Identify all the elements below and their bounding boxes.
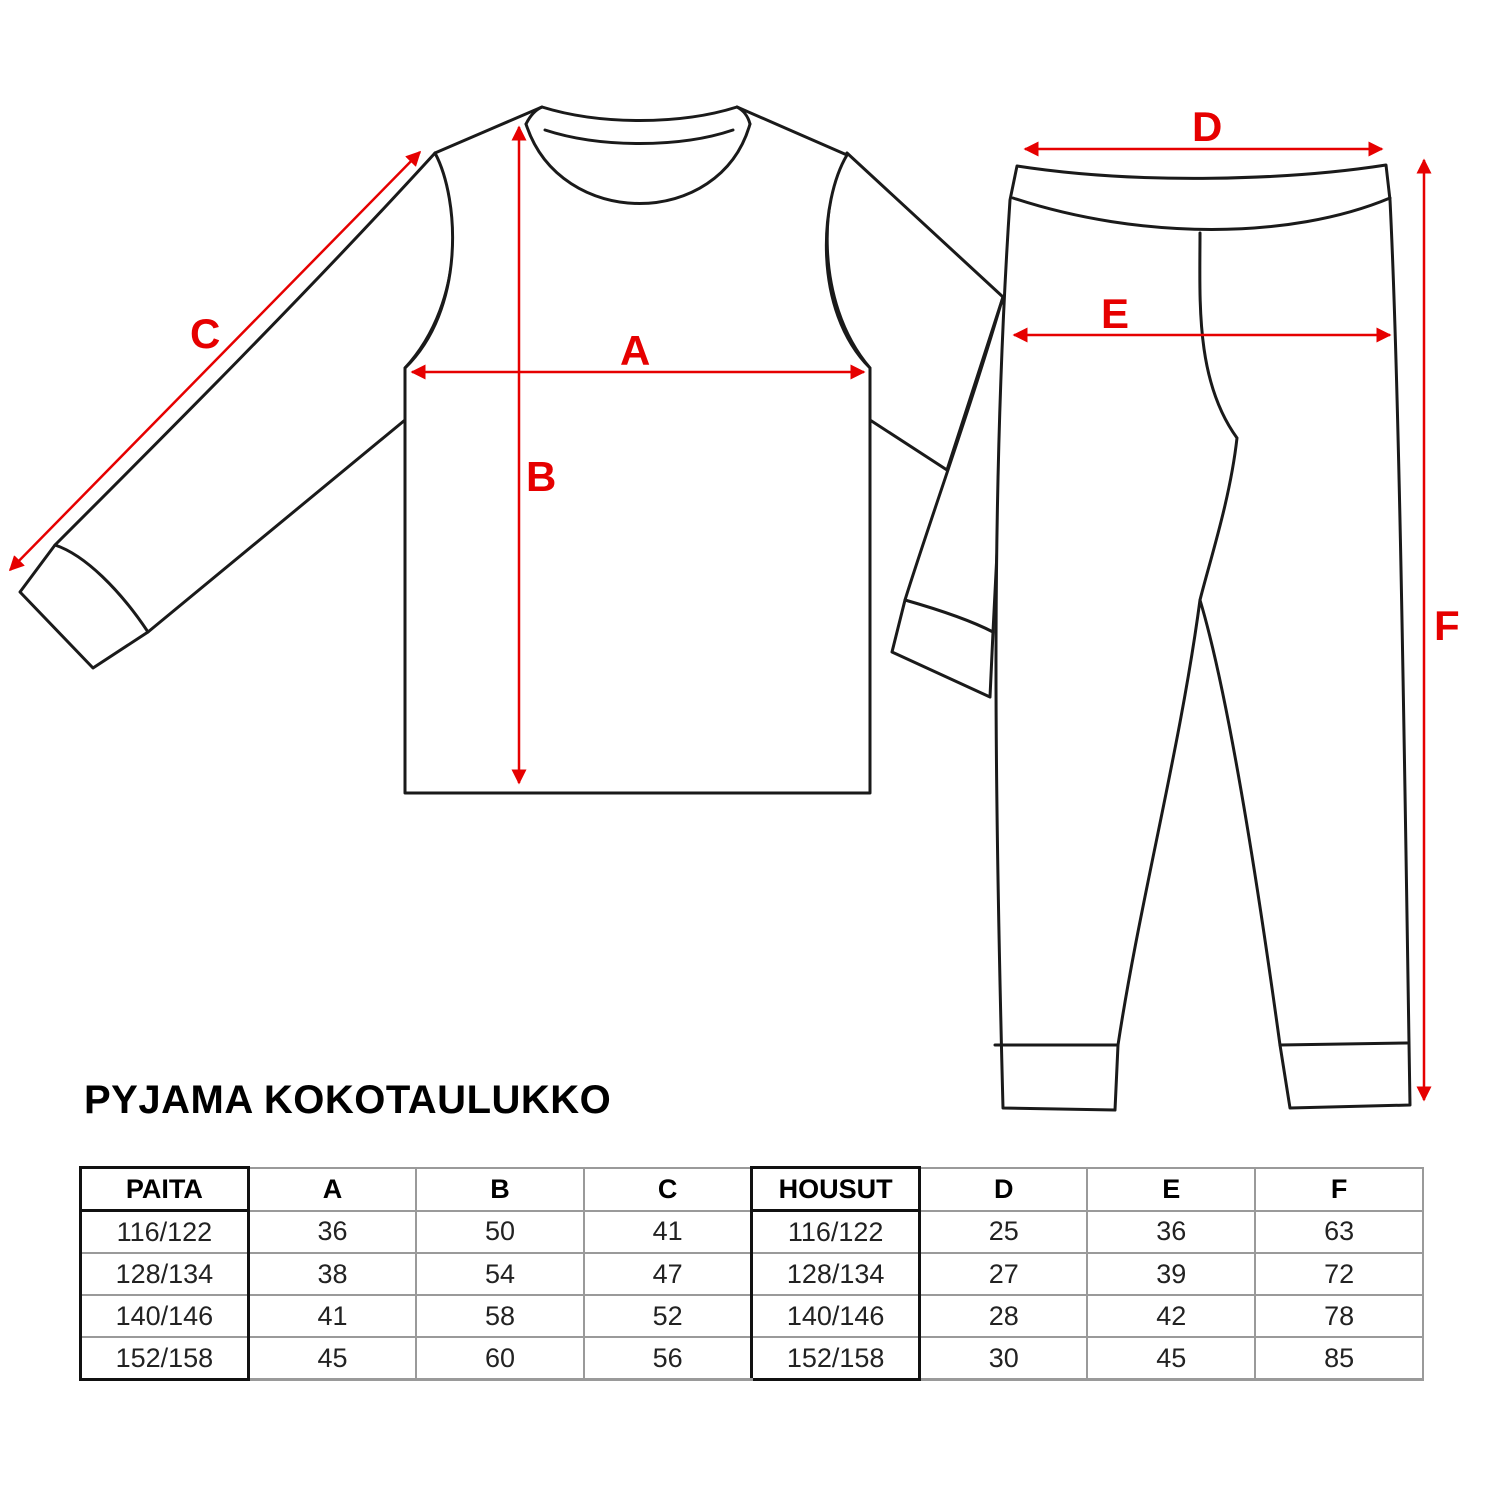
table-cell: 54 (416, 1253, 584, 1295)
pants-right-cuff (1280, 1043, 1407, 1045)
table-row (81, 1253, 1424, 1295)
table-cell: 63 (1255, 1211, 1423, 1254)
table-cell: 140/146 (752, 1295, 920, 1337)
shirt-drawing (20, 107, 1003, 793)
table-cell: 128/134 (752, 1253, 920, 1295)
table-cell: 152/158 (81, 1337, 249, 1380)
table-cell: 36 (1087, 1211, 1255, 1254)
table-cell: 116/122 (752, 1211, 920, 1254)
table-cell: 39 (1087, 1253, 1255, 1295)
table-cell: 152/158 (752, 1337, 920, 1380)
shirt-left-sleeve (55, 153, 454, 632)
table-row (81, 1295, 1424, 1337)
table-cell: 60 (416, 1337, 584, 1380)
header-housut: HOUSUT (752, 1168, 920, 1211)
table-cell: 38 (248, 1253, 416, 1295)
table-cell: 128/134 (81, 1253, 249, 1295)
table-cell: 47 (584, 1253, 752, 1295)
page-title: PYJAMA KOKOTAULUKKO (84, 1078, 612, 1122)
label-e: E (1101, 290, 1130, 337)
table-cell: 78 (1255, 1295, 1423, 1337)
header-c: C (584, 1168, 752, 1211)
table-cell: 42 (1087, 1295, 1255, 1337)
header-e: E (1087, 1168, 1255, 1211)
label-f: F (1434, 602, 1460, 649)
label-a: A (620, 327, 651, 374)
pants-body (996, 165, 1410, 1110)
table-cell: 25 (920, 1211, 1088, 1254)
header-a: A (248, 1168, 416, 1211)
table-cell: 30 (920, 1337, 1088, 1380)
table-cell: 56 (584, 1337, 752, 1380)
label-c: C (190, 310, 221, 357)
table-cell: 27 (920, 1253, 1088, 1295)
table-cell: 41 (248, 1295, 416, 1337)
shirt-body (405, 107, 870, 793)
header-b: B (416, 1168, 584, 1211)
header-f: F (1255, 1168, 1423, 1211)
table-cell: 50 (416, 1211, 584, 1254)
table-cell: 85 (1255, 1337, 1423, 1380)
header-paita: PAITA (81, 1168, 249, 1211)
table-cell: 28 (920, 1295, 1088, 1337)
table-row (81, 1337, 1424, 1380)
table-row (81, 1211, 1424, 1254)
table-cell: 72 (1255, 1253, 1423, 1295)
table-cell: 116/122 (81, 1211, 249, 1254)
table-cell: 36 (248, 1211, 416, 1254)
table-cell: 41 (584, 1211, 752, 1254)
table-cell: 140/146 (81, 1295, 249, 1337)
label-b: B (526, 453, 557, 500)
label-d: D (1192, 103, 1223, 150)
header-d: D (920, 1168, 1088, 1211)
table-cell: 58 (416, 1295, 584, 1337)
table-cell: 52 (584, 1295, 752, 1337)
table-cell: 45 (248, 1337, 416, 1380)
size-table (79, 1166, 1424, 1381)
table-cell: 45 (1087, 1337, 1255, 1380)
table-header-row (81, 1168, 1424, 1211)
